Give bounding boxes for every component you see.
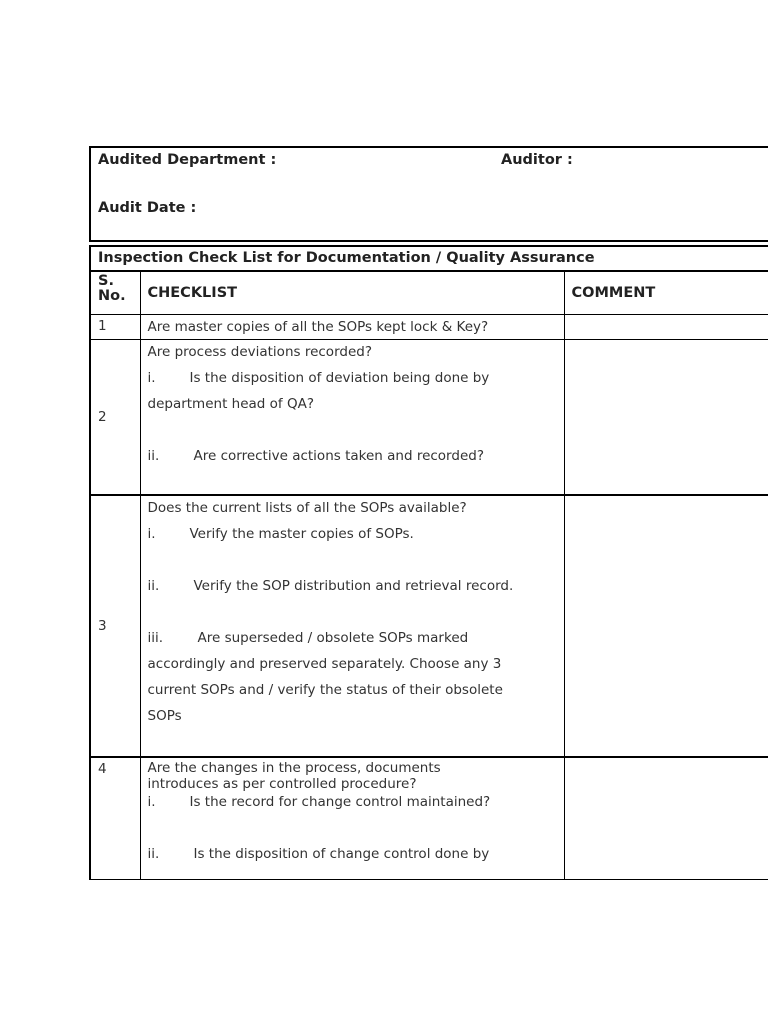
- audit-document: [89, 146, 768, 880]
- comment-cell[interactable]: [564, 339, 768, 495]
- sub-item: i. Is the record for change control maintained?: [147, 794, 491, 810]
- audit-date-label: Audit Date :: [98, 200, 197, 216]
- comment-cell[interactable]: [564, 495, 768, 757]
- table-row: [90, 757, 768, 879]
- sub-item-continued: SOPs: [147, 708, 182, 724]
- sub-item: i. Is the disposition of deviation being done by: [147, 369, 490, 386]
- table-row: [90, 314, 768, 339]
- comment-cell[interactable]: [564, 314, 768, 339]
- sub-item-continued: accordingly and preserved separately. Choose any 3: [147, 656, 502, 672]
- auditor-label: Auditor :: [501, 152, 573, 168]
- sub-item: ii. Is the disposition of change control done by: [147, 846, 490, 862]
- table-row: [90, 339, 768, 495]
- question-text: Are process deviations recorded?: [147, 343, 372, 360]
- checklist-question: Are master copies of all the SOPs kept lock & Key?: [140, 314, 564, 339]
- audit-header-box: [89, 146, 768, 242]
- sub-item: i. Verify the master copies of SOPs.: [147, 526, 414, 542]
- checklist-table: [89, 270, 768, 880]
- question-text: Are the changes in the process, documents: [147, 760, 441, 776]
- row-number: 1: [90, 314, 140, 339]
- comment-header: COMMENT: [564, 271, 768, 314]
- checklist-header: CHECKLIST: [140, 271, 564, 314]
- checklist-question: [140, 339, 564, 495]
- sno-header-line2: No.: [98, 288, 126, 304]
- table-row: [90, 495, 768, 757]
- sub-item-continued: current SOPs and / verify the status of their obsolete: [147, 682, 503, 698]
- audited-department-label: Audited Department :: [98, 152, 277, 168]
- row-number: 4: [90, 757, 140, 879]
- question-text-continued: introduces as per controlled procedure?: [147, 776, 417, 792]
- checklist-question: [140, 757, 564, 879]
- sub-item: iii. Are superseded / obsolete SOPs marked: [147, 630, 469, 646]
- checklist-title: Inspection Check List for Documentation / Quality Assurance: [89, 245, 768, 270]
- sno-header: [90, 271, 140, 314]
- comment-cell[interactable]: [564, 757, 768, 879]
- sub-item-continued: department head of QA?: [147, 395, 314, 412]
- row-number: 3: [90, 495, 140, 757]
- row-number: 2: [90, 339, 140, 495]
- sno-header-line1: S.: [98, 273, 114, 289]
- sub-item: ii. Are corrective actions taken and recorded?: [147, 447, 484, 464]
- checklist-question: [140, 495, 564, 757]
- sub-item: ii. Verify the SOP distribution and retrieval record.: [147, 578, 514, 594]
- table-header-row: [90, 271, 768, 314]
- question-text: Does the current lists of all the SOPs available?: [147, 500, 467, 516]
